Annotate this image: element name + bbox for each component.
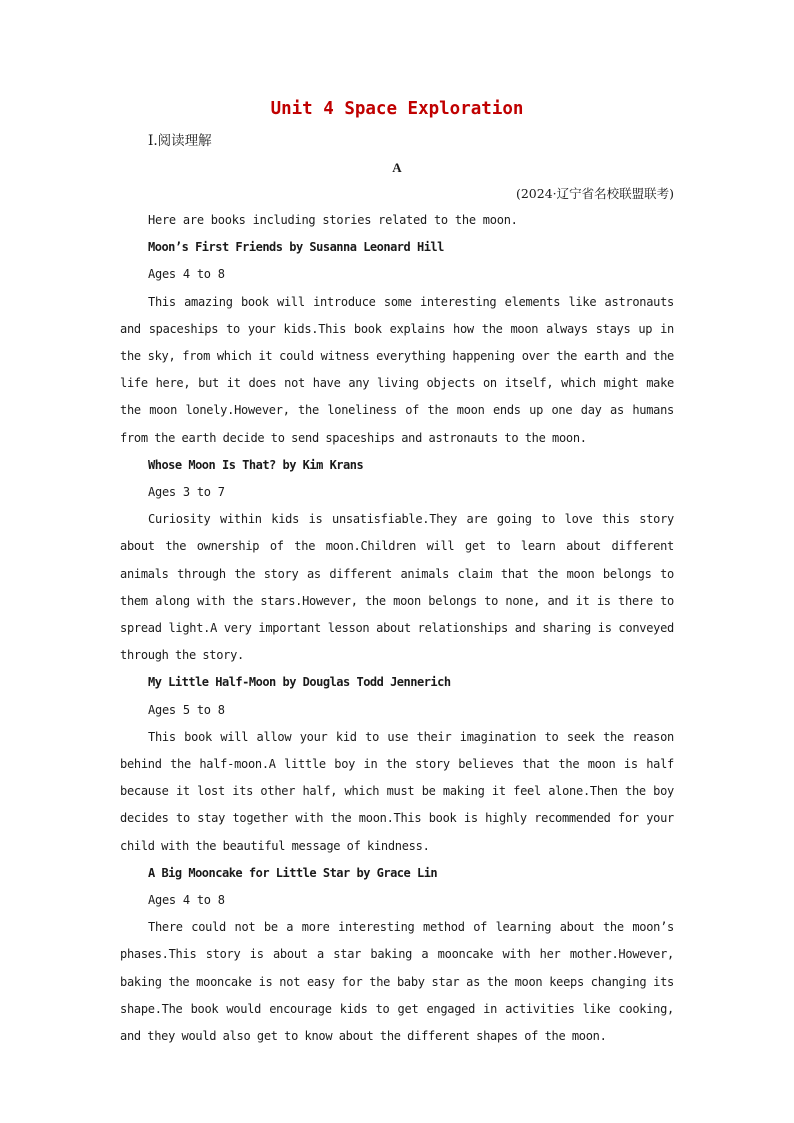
passage-source: (2024·辽宁省名校联盟联考) [515,186,674,201]
book-entry [120,860,674,1050]
page-title: Unit 4 Space Exploration [270,99,524,119]
passage-letter: A [392,160,402,175]
document-page [120,96,674,1050]
book-description: This amazing book will introduce some interesting elements like astronauts and spaceships to your kids.This book explains how the moon always stays up in the sky, from which it could witness everything happening over the earth and the life here, but it does not have any living objects on itself, which might make the moon lonely.However, the loneliness of the moon ends up one day as humans from the earth decide to send spaceships and astronauts to the moon. [120,294,674,445]
book-title: My Little Half-Moon by Douglas Todd Jennerich [148,675,451,690]
book-ages: Ages 5 to 8 [148,702,225,717]
book-entry [120,669,674,859]
book-ages: Ages 3 to 7 [148,485,225,500]
intro-text: Here are books including stories related to the moon. [148,213,518,227]
book-ages: Ages 4 to 8 [148,893,225,908]
book-title: Whose Moon Is That? by Kim Krans [148,457,364,472]
book-title: A Big Mooncake for Little Star by Grace Lin [148,865,438,880]
book-description: There could not be a more interesting method of learning about the moon’s phases.This story is about a star baking a mooncake with her mother.However, baking the mooncake is not easy for the baby star as the moon keeps changing its shape.The book would encourage kids to get engaged in activities like cooking, and they would also get to know about the different shapes of the moon. [120,920,674,1044]
passage-body [120,207,674,1050]
book-ages: Ages 4 to 8 [148,267,225,282]
book-entry [120,234,674,452]
book-description: This book will allow your kid to use their imagination to seek the reason behind the half-moon.A little boy in the story believes that the moon is half because it lost its other half, which must be making it feel alone.Then the boy decides to stay together with the moon.This book is highly recommended for your child with the beautiful message of kindness. [120,729,674,853]
book-title: Moon’s First Friends by Susanna Leonard Hill [148,240,444,255]
book-description: Curiosity within kids is unsatisfiable.They are going to love this story about the ownership of the moon.Children will get to learn about different animals through the story as different animals claim that the moon belongs to them along with the stars.However, the moon belongs to none, and it is there to spread light.A very important lesson about relationships and sharing is conveyed through the story. [120,512,674,663]
book-entry [120,452,674,670]
section-heading: Ⅰ.阅读理解 [148,133,212,149]
